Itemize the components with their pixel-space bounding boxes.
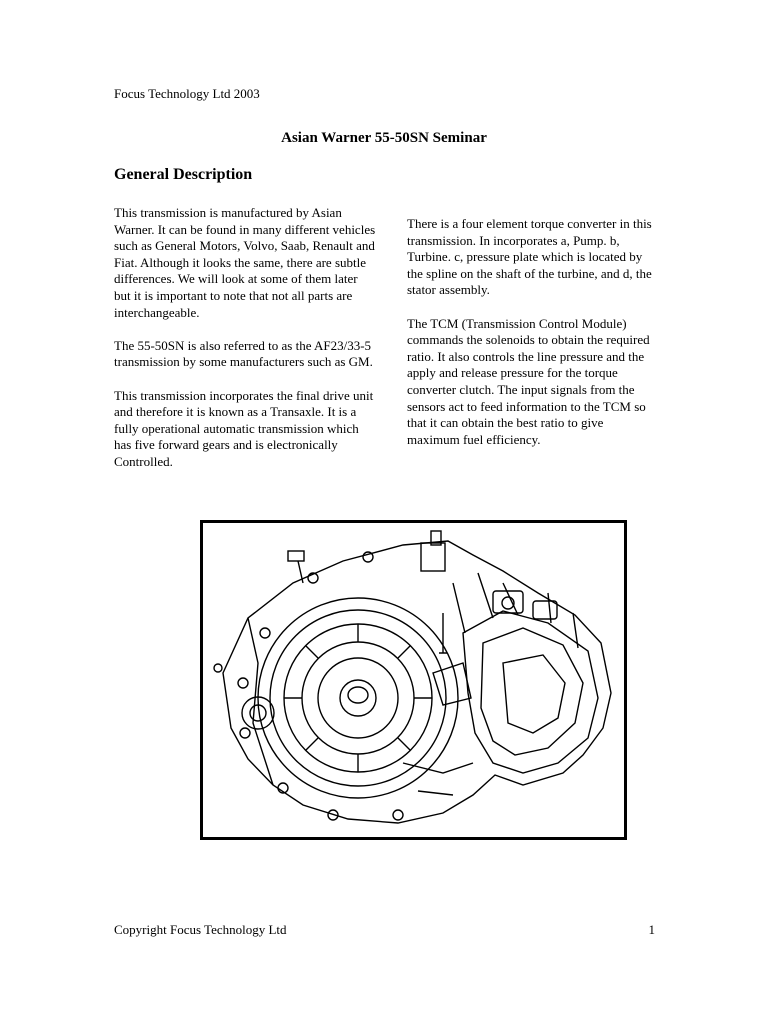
right-column	[407, 216, 657, 465]
left-column	[114, 205, 376, 487]
paragraph: There is a four element torque converter in this transmission. In incorporates a, Pump. b, Turbine. c, pressure plate which is located by the spline on the shaft of the turbine, and d, the stator assembly.	[407, 216, 652, 298]
document-title: Asian Warner 55-50SN Seminar	[281, 130, 487, 146]
paragraph: The TCM (Transmission Control Module) commands the solenoids to obtain the required ratio. It also controls the line pressure and the apply and release pressure for the torque converter clutch. The input signals from the sensors act to feed information to the TCM so that it can obtain the best ratio to give maximum fuel efficiency.	[407, 315, 650, 447]
section-heading: General Description	[114, 166, 253, 183]
transmission-drawing-icon	[203, 523, 624, 837]
transmission-figure	[200, 520, 627, 840]
footer-copyright: Copyright Focus Technology Ltd	[114, 922, 287, 937]
paragraph: The 55-50SN is also referred to as the AF23/33-5 transmission by some manufacturers such as GM.	[114, 337, 373, 370]
paragraph: This transmission is manufactured by Asian Warner. It can be found in many different vehicles such as General Motors, Volvo, Saab, Renault and Fiat. Although it looks the same, there are subtle differences. We will look at some of them later but it is important to note that not all parts are interchangeable.	[114, 205, 376, 320]
page-header: Focus Technology Ltd 2003	[114, 86, 260, 101]
page-number: 1	[648, 922, 655, 937]
paragraph: This transmission incorporates the final drive unit and therefore it is known as a Transaxle. It is a fully operational automatic transmission which has five forward gears and is electronically Controlled.	[114, 387, 374, 469]
